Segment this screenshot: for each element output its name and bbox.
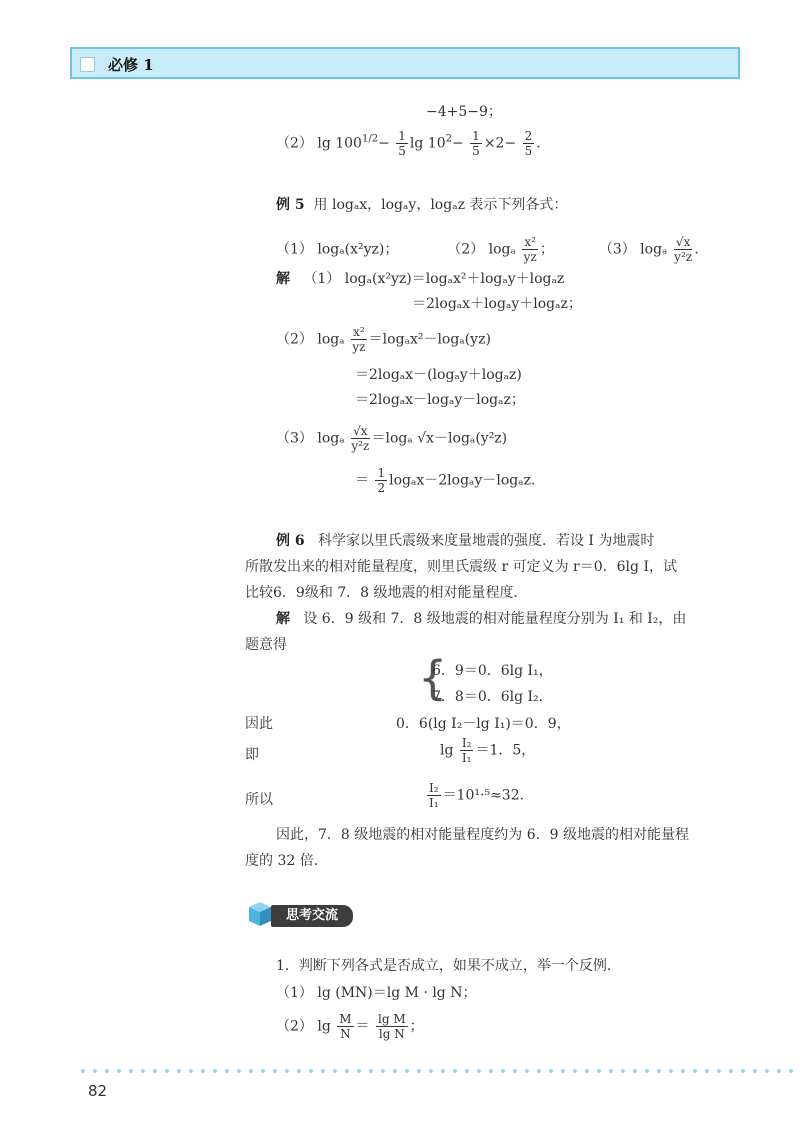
solution-6-line-1 [276,608,686,628]
text-span: ＝ [355,472,369,489]
example-label: 例 6 [276,533,305,549]
text-span: ． [694,241,709,258]
solution-2-line-2: ＝2logₐx－(logₐy＋logₐz) [355,367,522,383]
fraction [376,1012,408,1041]
so-label: 所以 [245,792,273,808]
conclusion-line-2: 度的 32 倍． [245,853,328,869]
text-span: − [451,135,464,152]
text-span: lg 10 [409,135,446,152]
system-equation-1: 6．9＝0．6lg I₁， [432,663,553,679]
fraction-numerator: √x [353,424,368,438]
text-span: logₐx－2logₐy－logₐz． [389,472,545,489]
fraction [523,129,535,158]
think-exchange-banner [245,898,353,930]
fraction-numerator: I₂ [429,781,439,795]
page-number: 82 [88,1082,108,1100]
fraction-denominator: I₁ [429,796,439,810]
fraction [375,466,387,495]
example-label: 例 5 [276,197,305,213]
fraction [674,235,692,264]
solution-label: 解 [276,611,290,627]
therefore-equation: 0．6(lg I₂－lg I₁)＝0．9， [396,716,571,732]
fraction-denominator: 5 [524,144,533,158]
fraction-numerator: √x [675,235,691,249]
question-2: （2） logₐ [447,241,516,258]
solution-3-line-2 [355,466,545,495]
text-span: ＝ [355,1018,370,1035]
fraction-numerator: 1 [398,129,406,143]
ie-label: 即 [245,747,259,763]
equation-line [276,129,550,158]
text-span: − [378,135,390,152]
fraction-numerator: lg M [378,1012,406,1026]
system-brace: { [418,651,448,705]
text-span: ＝logₐx²－logₐ(yz) [368,331,491,348]
fraction-numerator: M [339,1012,352,1026]
header-title: 必修 1 [108,56,154,74]
fraction-denominator: yz [523,250,537,264]
question-1b [276,1012,424,1041]
fraction [460,736,474,765]
text-span: ＝10¹·⁵≈32． [442,787,534,804]
fraction [337,1012,353,1041]
fraction-numerator: 2 [524,129,533,143]
text-span: ＝1．5， [475,742,536,759]
fraction-denominator: yz [352,340,366,354]
fraction-denominator: N [340,1027,351,1041]
text-span: （3） logₐ [276,430,345,447]
fraction-denominator: 5 [472,144,480,158]
text-span: ＝logₐ √x－logₐ(y²z) [371,430,508,447]
solution-2-line-3: ＝2logₐx－logₐy－logₐz； [355,392,525,408]
fraction-numerator: 1 [472,129,480,143]
text-span: （1） logₐ(x²yz)＝logₐx²＋logₐy＋logₐz [303,271,565,287]
solution-1-line-2: ＝2logₐx＋logₐy＋logₐz； [412,296,582,312]
so-equation [425,781,534,810]
fraction-numerator: x² [524,235,536,249]
fraction [351,325,367,354]
text-span: ； [539,241,554,258]
ie-equation [440,736,535,765]
footer-dotted-divider [80,1068,800,1074]
fraction [351,424,369,453]
question-3: （3） logₐ [598,241,668,258]
solution-1-line-1 [276,268,564,288]
text-span: （2） lg [276,1018,331,1035]
fraction-denominator: lg N [378,1027,405,1041]
fraction [522,235,538,264]
example-5-heading [276,194,567,214]
example-6-line-2: 所散发出来的相对能量程度，则里氏震级 r 可定义为 r＝0．6lg I，试 [245,559,677,575]
example-6-line-1 [276,530,654,550]
fraction-denominator: I₁ [461,751,472,765]
superscript: 1/2 [361,133,379,145]
fraction-denominator: y²z [351,439,370,453]
superscript: 2 [445,133,452,145]
example-text: 用 logₐx，logₐy，logₐz 表示下列各式： [313,197,568,213]
solution-2-line-1 [276,325,491,354]
text-span: ×2− [483,135,517,152]
fraction-denominator: 5 [398,144,406,158]
text-span: 科学家以里氏震级来度量地震的强度．若设 I 为地震时 [317,533,655,549]
fraction-denominator: 2 [377,481,386,495]
text-span: （2） lg 100 [276,135,362,152]
solution-label: 解 [276,271,290,287]
solution-3-line-1 [276,424,507,453]
fraction [470,129,482,158]
question-1: （1） logₐ(x²yz)； [276,241,399,258]
fraction-denominator: y²z [674,250,693,264]
equation-line: −4+5−9； [426,104,502,120]
text-span: 设 6．9 级和 7．8 级地震的相对能量程度分别为 I₁ 和 I₂，由 [303,611,687,627]
text-span: （2） logₐ [276,331,345,348]
question-1-text: 1．判断下列各式是否成立，如果不成立，举一个反例． [276,958,621,974]
question-1a: （1） lg (MN)＝lg M · lg N； [276,985,477,1001]
fraction [427,781,441,810]
fraction [396,129,408,158]
fraction-numerator: x² [353,325,365,339]
conclusion-line-1: 因此，7．8 级地震的相对能量程度约为 6．9 级地震的相对能量程 [276,827,689,843]
solution-6-line-2: 题意得 [245,637,287,653]
text-span: ； [409,1018,424,1035]
system-equation-2: 7．8＝0．6lg I₂． [432,689,553,705]
fraction-numerator: I₂ [461,736,472,750]
fraction-numerator: 1 [377,466,386,480]
example-5-questions [276,235,708,264]
example-6-line-3: 比较6．9级和 7．8 级地震的相对能量程度． [245,585,528,601]
text-span: lg [440,742,454,759]
think-exchange-label: 思考交流 [271,905,353,927]
text-span: ． [536,135,551,152]
therefore-label: 因此 [245,716,273,732]
